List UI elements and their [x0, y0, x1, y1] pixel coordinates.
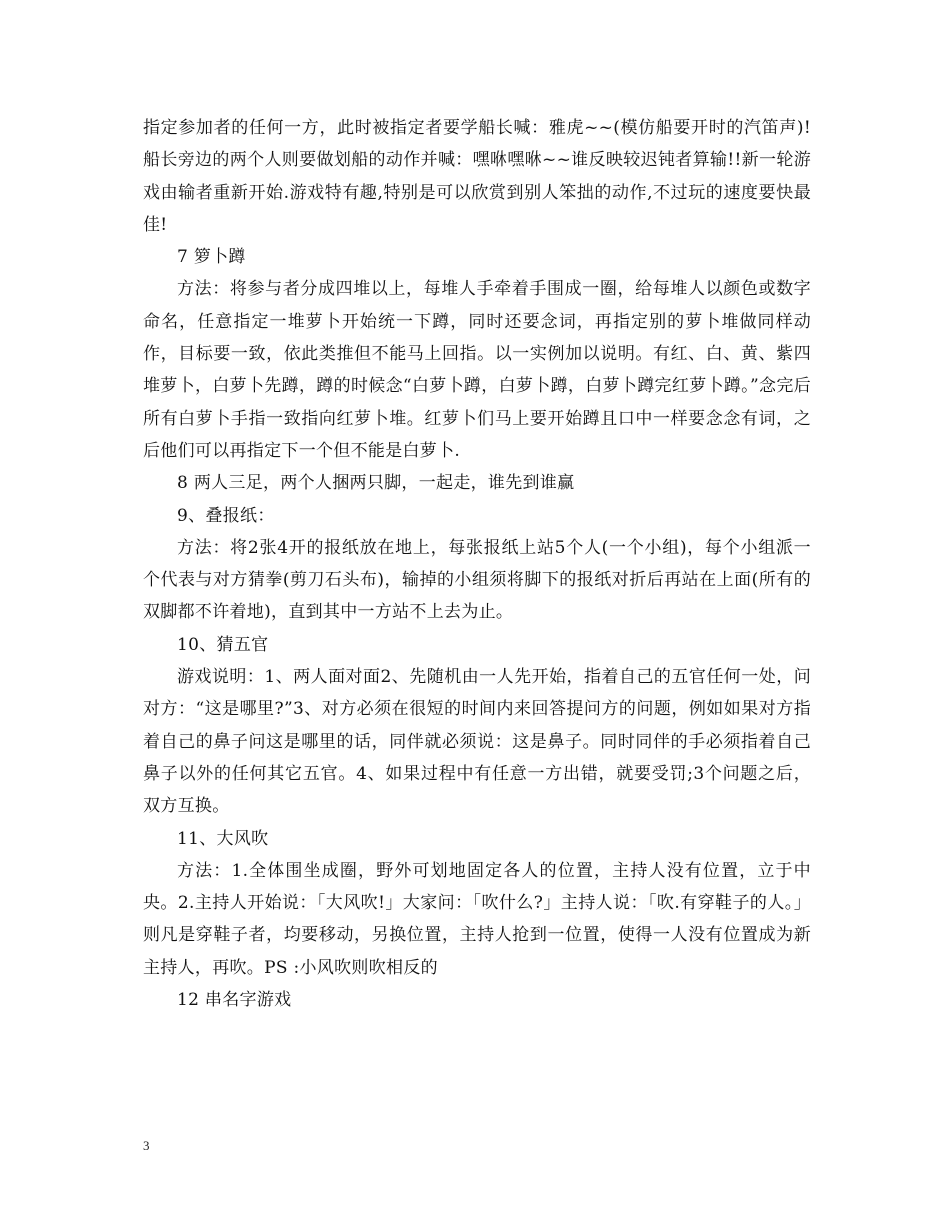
paragraph: 游戏说明：1、两人面对面2、先随机由一人先开始，指着自己的五官任何一处，问对方：“这是哪里?”3、对方必须在很短的时间内来回答提问方的问题，例如如果对方指着自己的鼻子问这是哪里的话，同伴就必须说：这是鼻子。同时同伴的手必须指着自己鼻子以外的任何其它五官。4、如果过程中有任意一方出错，就要受罚;3个问题之后，双方互换。	[143, 667, 811, 817]
section-heading: 7 箩卜蹲	[177, 247, 246, 268]
section-heading: 12 串名字游戏	[177, 990, 292, 1011]
paragraph: 方法：将参与者分成四堆以上，每堆人手牵着手围成一圈，给每堆人以颜色或数字命名，任意指定一堆萝卜开始统一下蹲，同时还要念词，再指定别的萝卜堆做同样动作，目标要一致，依此类推但不能马上回指。以一实例加以说明。有红、白、黄、紫四堆萝卜，白萝卜先蹲，蹲的时候念“白萝卜蹲，白萝卜蹲，白萝卜蹲完红萝卜蹲。”念完后所有白萝卜手指一致指向红萝卜堆。红萝卜们马上要开始蹲且口中一样要念念有词，之后他们可以再指定下一个但不能是白萝卜.	[143, 279, 811, 461]
section-heading: 11、大风吹	[177, 828, 269, 849]
page-content	[143, 112, 811, 1016]
paragraph: 方法：1.全体围坐成圈，野外可划地固定各人的位置，主持人没有位置，立于中央。2.主持人开始说：「大风吹!」大家问：「吹什么?」主持人说：「吹.有穿鞋子的人。」则凡是穿鞋子者，均要移动，另换位置，主持人抢到一位置，使得一人没有位置成为新主持人，再吹。PS :小风吹则吹相反的	[143, 860, 811, 978]
section-heading: 9、叠报纸：	[177, 505, 275, 526]
page-number: 3	[143, 1138, 150, 1153]
paragraph: 指定参加者的任何一方，此时被指定者要学船长喊：雅虎~~(模仿船要开时的汽笛声)!船长旁边的两个人则要做划船的动作并喊：嘿咻嘿咻~~谁反映较迟钝者算输!!新一轮游戏由输者重新开始.游戏特有趣,特别是可以欣赏到别人笨拙的动作,不过玩的速度要快最佳!	[143, 118, 811, 235]
section-heading: 10、猜五官	[177, 634, 269, 655]
paragraph: 方法：将2张4开的报纸放在地上，每张报纸上站5个人(一个小组)，每个小组派一个代表与对方猜拳(剪刀石头布)，输掉的小组须将脚下的报纸对折后再站在上面(所有的双脚都不许着地)，直到其中一方站不上去为止。	[143, 537, 811, 623]
section-heading: 8 两人三足，两个人捆两只脚，一起走，谁先到谁赢	[177, 473, 575, 494]
